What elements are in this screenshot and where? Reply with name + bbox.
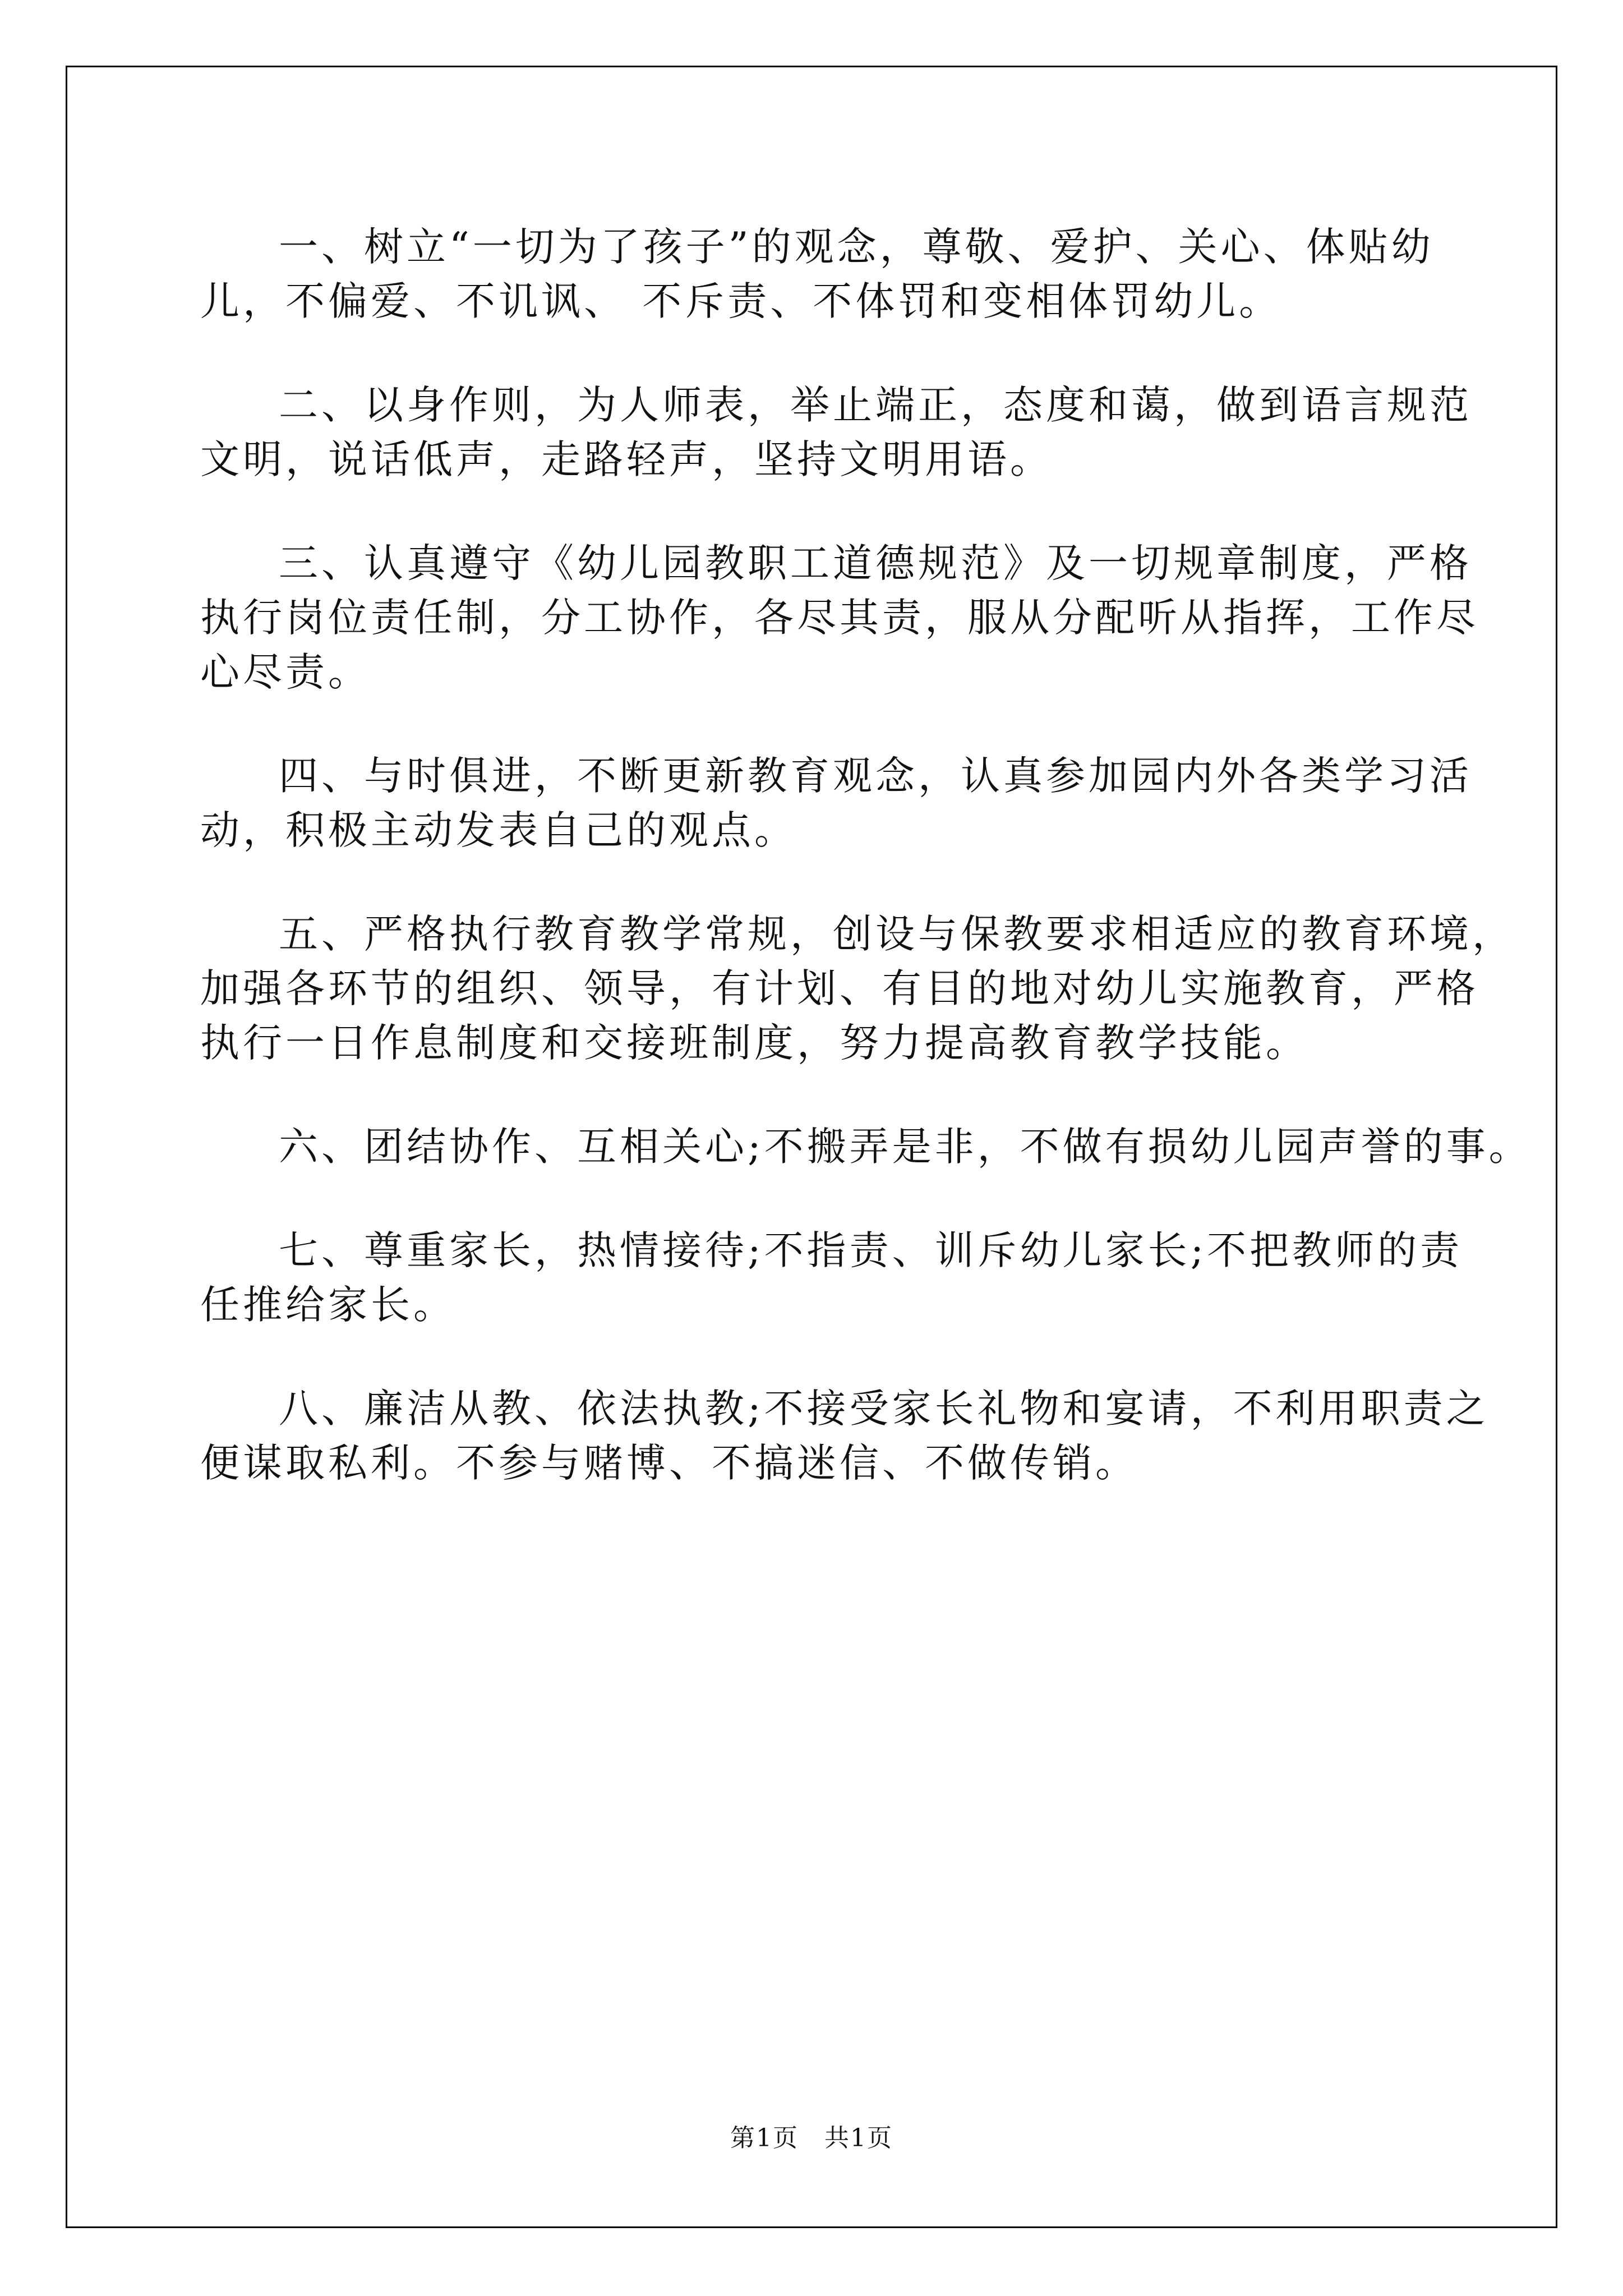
- paragraph-1: [200, 220, 1434, 329]
- paragraph-line: 一、树立“一切为了孩子”的观念，尊敬、爱护、关心、体贴幼: [279, 224, 1434, 270]
- paragraph-7: [200, 1223, 1463, 1332]
- paragraph-line: 儿，不偏爱、不讥讽、 不斥责、不体罚和变相体罚幼儿。: [200, 278, 1282, 324]
- paragraph-line: 八、廉洁从教、依法执教;不接受家长礼物和宴请，不利用职责之: [279, 1386, 1489, 1432]
- paragraph-line: 五、严格执行教育教学常规，创设与保教要求相适应的教育环境，: [279, 911, 1515, 957]
- paragraph-line: 便谋取私利。不参与赌博、不搞迷信、不做传销。: [200, 1440, 1138, 1486]
- paragraph-line: 加强各环节的组织、领导，有计划、有目的地对幼儿实施教育，严格: [200, 965, 1479, 1011]
- paragraph-4: [200, 749, 1472, 858]
- paragraph-line: 六、团结协作、互相关心;不搬弄是非，不做有损幼儿园声誉的事。: [279, 1124, 1532, 1170]
- paragraph-line: 执行岗位责任制，分工协作，各尽其责，服从分配听从指挥，工作尽: [200, 595, 1479, 641]
- paragraph-line: 七、尊重家长，热情接待;不指责、训斥幼儿家长;不把教师的责: [279, 1227, 1463, 1273]
- paragraph-5: [200, 907, 1515, 1070]
- paragraph-line: 二、以身作则，为人师表，举止端正，态度和蔼，做到语言规范: [279, 382, 1472, 428]
- paragraph-6: [200, 1120, 1532, 1174]
- paragraph-line: 三、认真遵守《幼儿园教职工道德规范》及一切规章制度，严格: [279, 540, 1472, 586]
- paragraph-line: 执行一日作息制度和交接班制度，努力提高教育教学技能。: [200, 1020, 1308, 1066]
- paragraph-line: 心尽责。: [200, 649, 371, 695]
- paragraph-3: [200, 536, 1479, 700]
- page-number-footer: 第1页 共1页: [730, 2124, 893, 2152]
- paragraph-line: 文明，说话低声，走路轻声，坚持文明用语。: [200, 436, 1053, 482]
- paragraph-line: 动，积极主动发表自己的观点。: [200, 807, 797, 853]
- paragraph-line: 任推给家长。: [200, 1282, 456, 1328]
- paragraph-line: 四、与时俱进，不断更新教育观念，认真参加园内外各类学习活: [279, 753, 1472, 799]
- paragraph-8: [200, 1382, 1489, 1490]
- document-body: [200, 220, 1532, 1490]
- paragraph-2: [200, 378, 1472, 487]
